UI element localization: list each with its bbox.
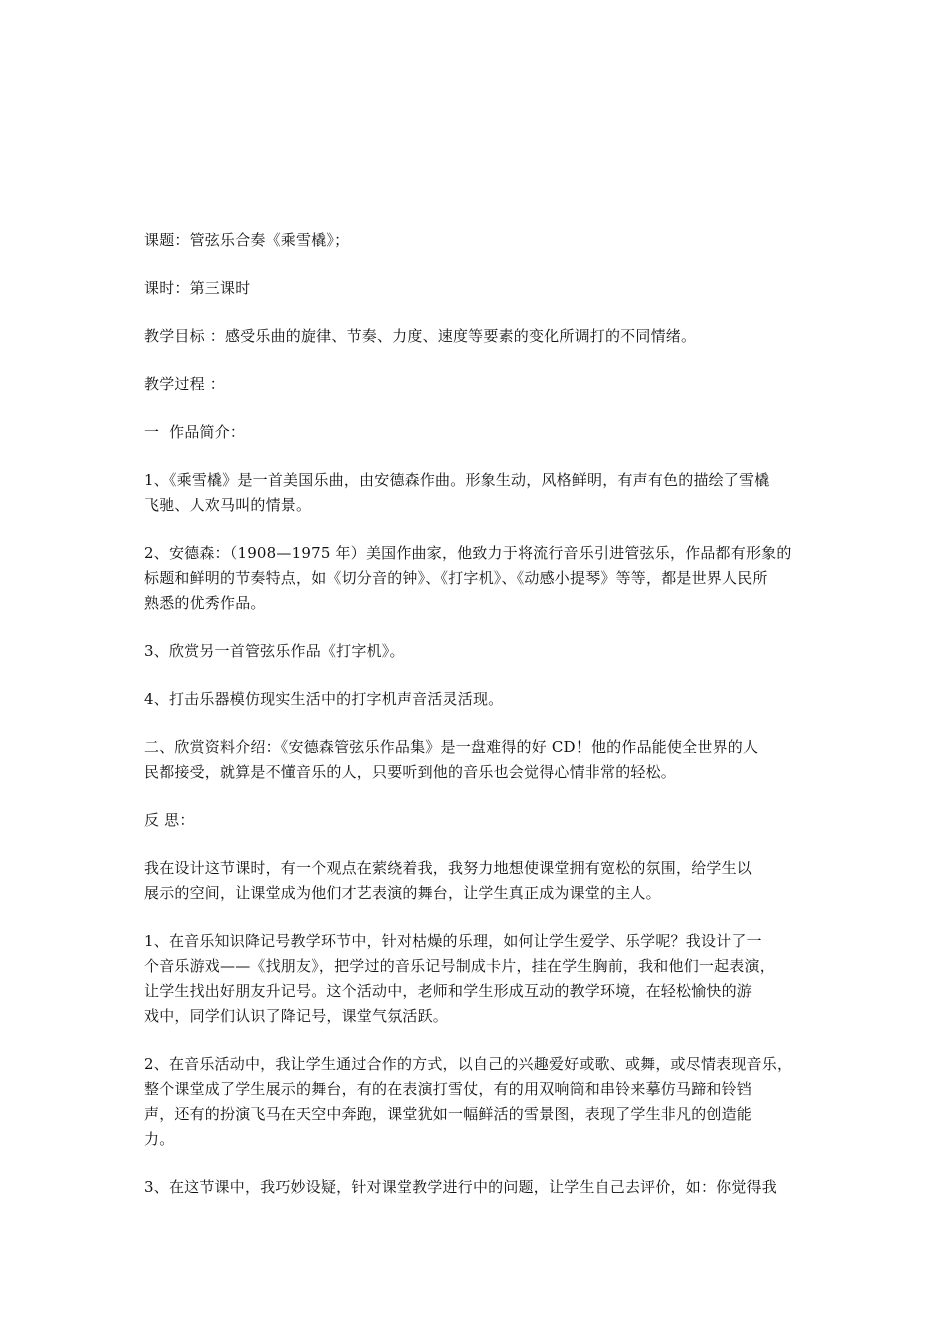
teaching-process [144, 372, 824, 397]
lesson-period [144, 276, 824, 301]
text-line: 个音乐游戏——《找朋友》，把学过的音乐记号制成卡片，挂在学生胸前，我和他们一起表演， [144, 957, 775, 975]
teaching-goal [144, 324, 824, 349]
text-line: 反 思： [144, 811, 195, 829]
reflection-heading [144, 808, 824, 833]
text-line: 教学目标 ：感受乐曲的旋律、节奏、力度、速度等要素的变化所调打的不同情绪。 [144, 327, 697, 345]
document-body [144, 228, 824, 1223]
text-line: 整个课堂成了学生展示的舞台，有的在表演打雪仗，有的用双响筒和串铃来摹仿马蹄和铃铛 [144, 1080, 753, 1098]
text-line: 力。 [144, 1130, 175, 1148]
text-line: 戏中，同学们认识了降记号，课堂气氛活跃。 [144, 1007, 449, 1025]
text-line: 让学生找出好朋友升记号。这个活动中，老师和学生形成互动的教学环境，在轻松愉快的游 [144, 982, 753, 1000]
text-line: 4、打击乐器模仿现实生活中的打字机声音活灵活现。 [144, 690, 504, 708]
section-materials [144, 735, 824, 785]
text-line: 2、在音乐活动中，我让学生通过合作的方式，以自己的兴趣爱好或歌、或舞，或尽情表现音乐， [144, 1055, 793, 1073]
text-line: 1、在音乐知识降记号教学环节中，针对枯燥的乐理，如何让学生爱学、乐学呢？我设计了一 [144, 932, 762, 950]
text-line: 二、欣赏资料介绍：《安德森管弦乐作品集》是一盘难得的好 CD！他的作品能使全世界的人 [144, 738, 759, 756]
section-intro-heading [144, 420, 824, 445]
intro-item-1 [144, 468, 824, 518]
text-line: 展示的空间，让课堂成为他们才艺表演的舞台，让学生真正成为课堂的主人。 [144, 884, 661, 902]
text-line: 1、《乘雪橇》是一首美国乐曲，由安德森作曲。形象生动，风格鲜明，有声有色的描绘了雪橇 [144, 471, 770, 489]
text-line: 声，还有的扮演飞马在天空中奔跑，课堂犹如一幅鲜活的雪景图，表现了学生非凡的创造能 [144, 1105, 753, 1123]
reflection-item-1 [144, 929, 824, 1029]
text-line: 3、欣赏另一首管弦乐作品《打字机》。 [144, 642, 405, 660]
text-line: 课题：管弦乐合奏《乘雪橇》； [144, 231, 350, 249]
text-line: 我在设计这节课时，有一个观点在萦绕着我，我努力地想使课堂拥有宽松的氛围，给学生以 [144, 859, 753, 877]
text-line: 飞驰、人欢马叫的情景。 [144, 496, 312, 514]
text-line: 课时：第三课时 [144, 279, 251, 297]
reflection-intro [144, 856, 824, 906]
reflection-item-2 [144, 1052, 824, 1152]
text-line: 教学过程 ： [144, 375, 225, 393]
reflection-item-3 [144, 1175, 824, 1200]
text-line: 2、安德森：（1908—1975 年）美国作曲家，他致力于将流行音乐引进管弦乐，作品都有形象的 [144, 544, 792, 562]
intro-item-2 [144, 541, 824, 616]
text-line: 标题和鲜明的节奏特点，如《切分音的钟》、《打字机》、《动感小提琴》等等，都是世界人民所 [144, 569, 768, 587]
lesson-topic [144, 228, 824, 253]
text-line: 熟悉的优秀作品。 [144, 594, 266, 612]
text-line: 一 作品简介： [144, 423, 246, 441]
text-line: 3、在这节课中，我巧妙设疑，针对课堂教学进行中的问题，让学生自己去评价，如：你觉得我 [144, 1178, 777, 1196]
intro-item-3 [144, 639, 824, 664]
intro-item-4 [144, 687, 824, 712]
text-line: 民都接受，就算是不懂音乐的人，只要听到他的音乐也会觉得心情非常的轻松。 [144, 763, 677, 781]
